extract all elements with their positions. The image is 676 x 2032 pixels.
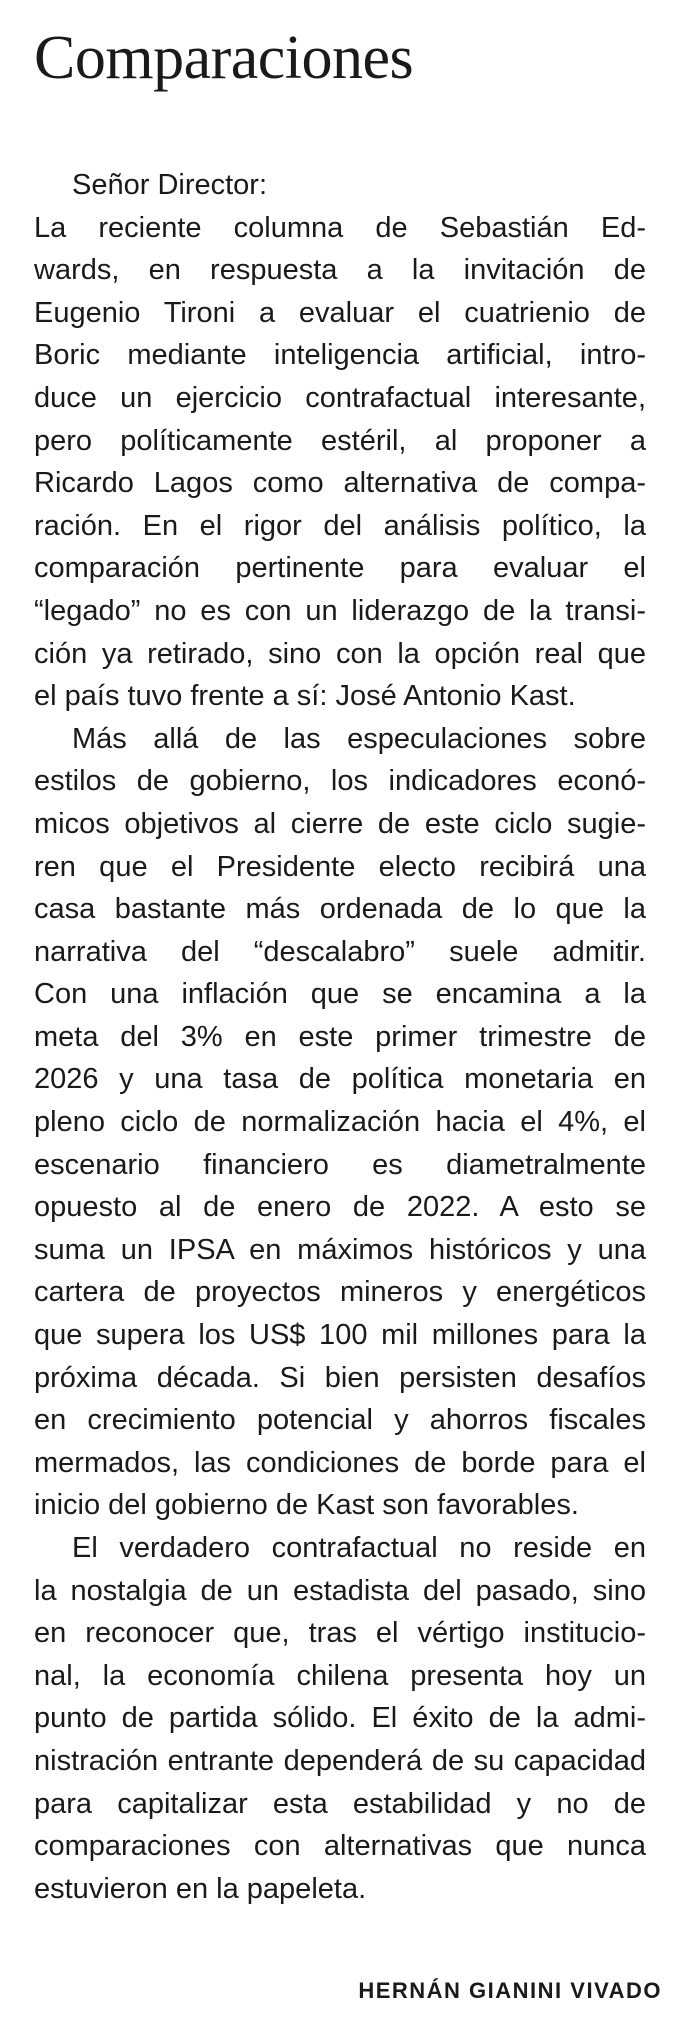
letter-title: Comparaciones xyxy=(34,24,414,92)
body-line: wards, en respuesta a la invitación de xyxy=(34,254,646,287)
body-line: opuesto al de enero de 2022. A esto se xyxy=(34,1191,646,1224)
salutation: Señor Director: xyxy=(72,169,268,201)
body-line: 2026 y una tasa de política monetaria en xyxy=(34,1063,646,1096)
body-line: escenario financiero es diametralmente xyxy=(34,1148,646,1181)
body-line: narrativa del “descalabro” suele admitir. xyxy=(34,935,646,968)
body-line: mermados, las condiciones de borde para el xyxy=(34,1446,646,1479)
body-line: pero políticamente estéril, al proponer a xyxy=(34,424,646,457)
body-line: Eugenio Tironi a evaluar el cuatrienio de xyxy=(34,296,646,329)
body-line: cartera de proyectos mineros y energéticos xyxy=(34,1276,646,1309)
body-line: “legado” no es con un liderazgo de la transi- xyxy=(34,594,646,627)
body-line: el país tuvo frente a sí: José Antonio Kast. xyxy=(34,680,576,713)
body-line: ración. En el rigor del análisis político, la xyxy=(34,509,646,542)
body-line: comparación pertinente para evaluar el xyxy=(34,552,646,585)
body-line: estilos de gobierno, los indicadores econó- xyxy=(34,765,646,798)
author-signature: HERNÁN GIANINI VIVADO xyxy=(358,1978,662,2003)
body-line: meta del 3% en este primer trimestre de xyxy=(34,1020,646,1053)
body-line: en reconocer que, tras el vértigo institucio- xyxy=(34,1617,646,1650)
body-line: para capitalizar esta estabilidad y no de xyxy=(34,1787,646,1820)
body-line: ren que el Presidente electo recibirá una xyxy=(34,850,646,883)
letter-to-editor xyxy=(34,0,646,1910)
body-line: estuvieron en la papeleta. xyxy=(34,1872,367,1905)
body-line: El verdadero contrafactual no reside en xyxy=(72,1532,646,1564)
body-line: comparaciones con alternativas que nunca xyxy=(34,1830,646,1863)
body-line: micos objetivos al cierre de este ciclo sugie- xyxy=(34,807,646,840)
body-line: Boric mediante inteligencia artificial, intro- xyxy=(34,339,646,372)
body-line: casa bastante más ordenada de lo que la xyxy=(34,893,646,926)
body-line: La reciente columna de Sebastián Ed- xyxy=(34,211,646,244)
body-line: inicio del gobierno de Kast son favorables. xyxy=(34,1489,579,1522)
body-line: la nostalgia de un estadista del pasado, sino xyxy=(34,1574,646,1607)
body-line: duce un ejercicio contrafactual interesante, xyxy=(34,381,646,414)
letter-body xyxy=(34,207,646,1911)
body-line: Más allá de las especulaciones sobre xyxy=(72,722,646,755)
body-line: punto de partida sólido. El éxito de la admi- xyxy=(34,1702,646,1735)
body-line: ción ya retirado, sino con la opción real que xyxy=(34,637,646,670)
body-line: próxima década. Si bien persisten desafíos xyxy=(34,1361,646,1394)
body-line: nal, la economía chilena presenta hoy un xyxy=(34,1659,646,1692)
body-line: en crecimiento potencial y ahorros fiscales xyxy=(34,1404,646,1437)
body-line: Ricardo Lagos como alternativa de compa- xyxy=(34,467,646,500)
body-line: Con una inflación que se encamina a la xyxy=(34,978,646,1011)
body-line: nistración entrante dependerá de su capacidad xyxy=(34,1744,646,1777)
body-line: suma un IPSA en máximos históricos y una xyxy=(34,1233,646,1266)
body-line: pleno ciclo de normalización hacia el 4%, el xyxy=(34,1106,646,1139)
body-line: que supera los US$ 100 mil millones para la xyxy=(34,1319,646,1352)
